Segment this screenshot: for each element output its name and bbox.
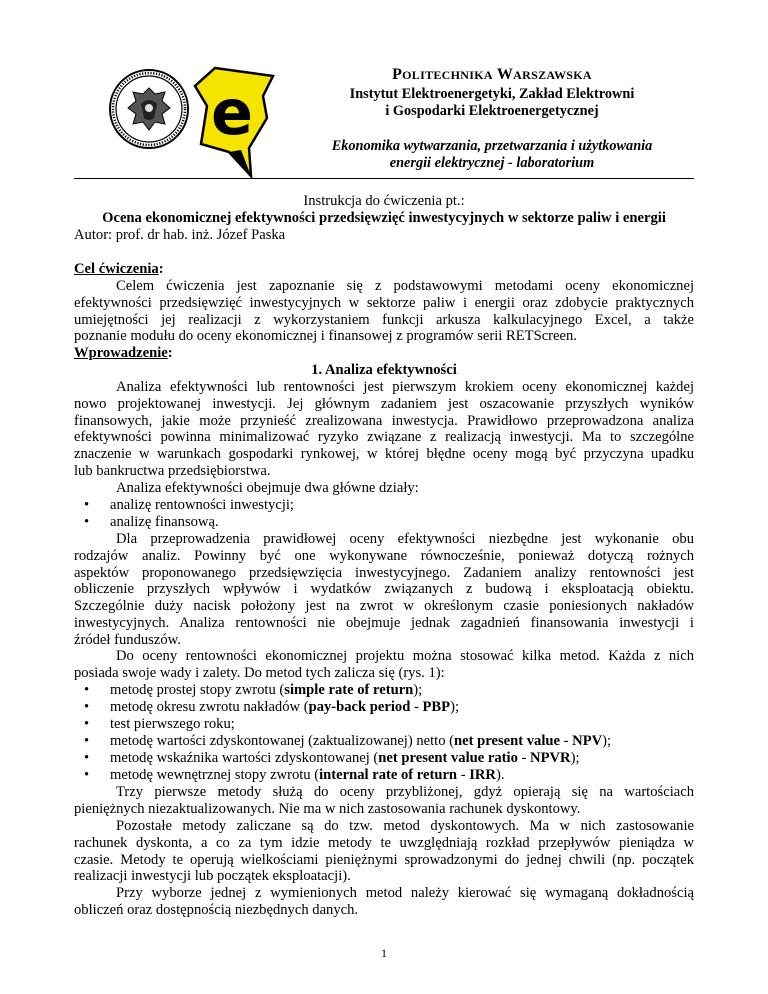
intro-paragraph-4: Do oceny rentowności ekonomicznej projektu można stosować kilka metod. Każda z nich posiada swoje wady i zalety. Do metod tych zalicza się (rys. 1): (74, 648, 694, 681)
intro-heading: Wprowadzenie: (74, 345, 173, 361)
document-page: e POLITECHNIKA WARSZAWSKA Instytut Elektroenergetyki, Zakład Elektrowni i Gospodarki Elektroenergetycznej Ekonomika wytwarzania, przetwarzania i użytkowania energii elektrycznej - laboratorium Instrukcja do ćwiczenia pt.: Ocena ekonomicznej efektywności przedsięwzięć inwestycyjnych w sektorze paliw i energii Autor: prof. dr hab. inż. Józef Paska Cel ćwiczenia: Celem ćwiczenia jest zapoznanie się z podstawowymi metodami oceny ekonomicznej efektywności przedsięwzięć inwestycyjnych w sektorze paliw i energii oraz zdobycie praktycznych umiejętności jej realizacji z wykorzystaniem funkcji arkusza kalkulacyjnego Excel, a także poznanie modułu do oceny ekonomicznej i finansowej z programów serii RETScreen. Wprowadzenie: 1. Analiza efektywności Analiza efektywności lub rentowności jest pierwszym krokiem oceny ekonomicznej każdej nowo projektowanej inwestycji. Jej głównym zadaniem jest oszacowanie przyszłych wyników finansowych, jakie może przynieść zrealizowana inwestycja. Prawidłowo przeprowadzona analiza efektywności powinna minimalizować ryzyko związane z realizacją inwestycji. Ma to szczególne znaczenie w warunkach gospodarki rynkowej, w której błędne oceny mogą być przyczyna upadku lub bankructwa przedsiębiorstwa. Analiza efektywności obejmuje dwa główne działy: • analizę rentowności inwestycji; • analizę finansową. Dla przeprowadzenia prawidłowej oceny efektywności niezbędne jest wykonanie obu rodzajów analiz. Powinny być one wykonywane równocześnie, ponieważ dotyczą rożnych aspektów proponowanego przedsięwzięcia inwestycyjnego. Zadaniem analizy rentowności jest obliczenie przyszłych wpływów i wydatków związanych z budową i eksploatacją obiektu. Szczególnie duży nacisk położony jest na zwrot w określonym czasie poniesionych nakładów inwestycyjnych. Analiza rentowności nie obejmuje jednak zagadnień finansowania inwestycji i źródeł funduszów. Do oceny rentowności ekonomicznej projektu można stosować kilka metod. Każda z nich posiada swoje wady i zalety. Do metod tych zalicza się (rys. 1): • metodę prostej stopy zwrotu (simple rate of return); • metodę okresu zwrotu nakładów (pay-back period - PBP); • test pierwszego roku; • metodę wartości zdyskontowanej (zaktualizowanej) netto (net present value - NPV); • metodę wskaźnika wartości zdyskontowanej (net present value ratio - NPVR); • metodę wewnętrznej stopy zwrotu (internal rate of return - IRR). Trzy pierwsze metody służą do oceny przybliżonej, gdyż opierają się na wartościach pieniężnych niezaktualizowanych. Nie ma w nich zastosowania rachunek dyskontowy. Pozostałe metody zaliczane są do tzw. metod dyskontowych. Ma w nich zastosowanie rachunek dyskonta, a co za tym idzie metody te uwzględniają rozkład przepływów pieniądza w czasie. Metody te operują wielkościami pieniężnymi sprowadzonymi do jednej chwili (np. początek realizacji inwestycji lub początek eksploatacji). Przy wyborze jednej z wymienionych metod należy kierować się wymaganą dokładnością obliczeń oraz dostępnością niezbędnych danych. 1 (0, 0, 768, 994)
page-number: 1 (381, 946, 387, 960)
course-line-2: energii elektrycznej - laboratorium (389, 155, 595, 171)
document-title: Ocena ekonomicznej efektywności przedsięwzięć inwestycyjnych w sektorze paliw i energii (102, 210, 666, 226)
instruction-label: Instrukcja do ćwiczenia pt.: (303, 193, 465, 209)
e-logo-icon (193, 66, 275, 178)
goal-heading: Cel ćwiczenia: (74, 261, 164, 277)
e-logo-letter: e (211, 76, 254, 149)
intro-paragraph-6: Pozostałe metody zaliczane są do tzw. metod dyskontowych. Ma w nich zastosowanie rachunek dyskonta, a co za tym idzie metody te uwzględniają rozkład przepływów pieniądza w czasie. Metody te operują wielkościami pieniężnymi sprowadzonymi do jednej chwili (np. początek realizacji inwestycji lub początek eksploatacji). (74, 818, 694, 885)
author-line: Autor: prof. dr hab. inż. Józef Paska (74, 227, 286, 243)
intro-paragraph-1: Analiza efektywności lub rentowności jest pierwszym krokiem oceny ekonomicznej każdej nowo projektowanej inwestycji. Jej głównym zadaniem jest oszacowanie przyszłych wyników finansowych, jakie może przynieść zrealizowana inwestycja. Prawidłowo przeprowadzona analiza efektywności powinna minimalizować ryzyko związane z realizacją inwestycji. Ma to szczególne znaczenie w warunkach gospodarki rynkowej, w której błędne oceny mogą być przyczyna upadku lub bankructwa przedsiębiorstwa. (74, 379, 694, 479)
university-seal-icon (108, 68, 190, 150)
institute-line-1: Instytut Elektroenergetyki, Zakład Elektrowni (349, 86, 635, 102)
intro-paragraph-3: Dla przeprowadzenia prawidłowej oceny efektywności niezbędne jest wykonanie obu rodzajów analiz. Powinny być one wykonywane równocześnie, ponieważ dotyczą rożnych aspektów proponowanego przedsięwzięcia inwestycyjnego. Zadaniem analizy rentowności jest obliczenie przyszłych wpływów i wydatków związanych z budową i eksploatacją obiektu. Szczególnie duży nacisk położony jest na zwrot w określonym czasie poniesionych nakładów inwestycyjnych. Analiza rentowności nie obejmuje jednak zagadnień finansowania inwestycji i źródeł funduszów. (74, 531, 694, 648)
university-name: POLITECHNIKA WARSZAWSKA (392, 66, 592, 83)
intro-paragraph-7: Przy wyborze jednej z wymienionych metod należy kierować się wymaganą dokładnością obliczeń oraz dostępnością niezbędnych danych. (74, 885, 694, 918)
header-divider (74, 178, 694, 179)
institute-name (296, 86, 688, 120)
course-name (296, 138, 688, 172)
section-title: 1. Analiza efektywności (311, 362, 457, 378)
institute-line-2: i Gospodarki Elektroenergetycznej (385, 103, 599, 119)
intro-paragraph-2: Analiza efektywności obejmuje dwa główne działy: (116, 480, 419, 496)
goal-paragraph: Celem ćwiczenia jest zapoznanie się z podstawowymi metodami oceny ekonomicznej efektywności przedsięwzięć inwestycyjnych w sektorze paliw i energii oraz zdobycie praktycznych umiejętności jej realizacji z wykorzystaniem funkcji arkusza kalkulacyjnego Excel, a także poznanie modułu do oceny ekonomicznej i finansowej z programów serii RETScreen. (74, 278, 694, 345)
intro-paragraph-5: Trzy pierwsze metody służą do oceny przybliżonej, gdyż opierają się na wartościach pieniężnych niezaktualizowanych. Nie ma w nich zastosowania rachunek dyskontowy. (74, 784, 694, 817)
course-line-1: Ekonomika wytwarzania, przetwarzania i użytkowania (331, 138, 653, 154)
